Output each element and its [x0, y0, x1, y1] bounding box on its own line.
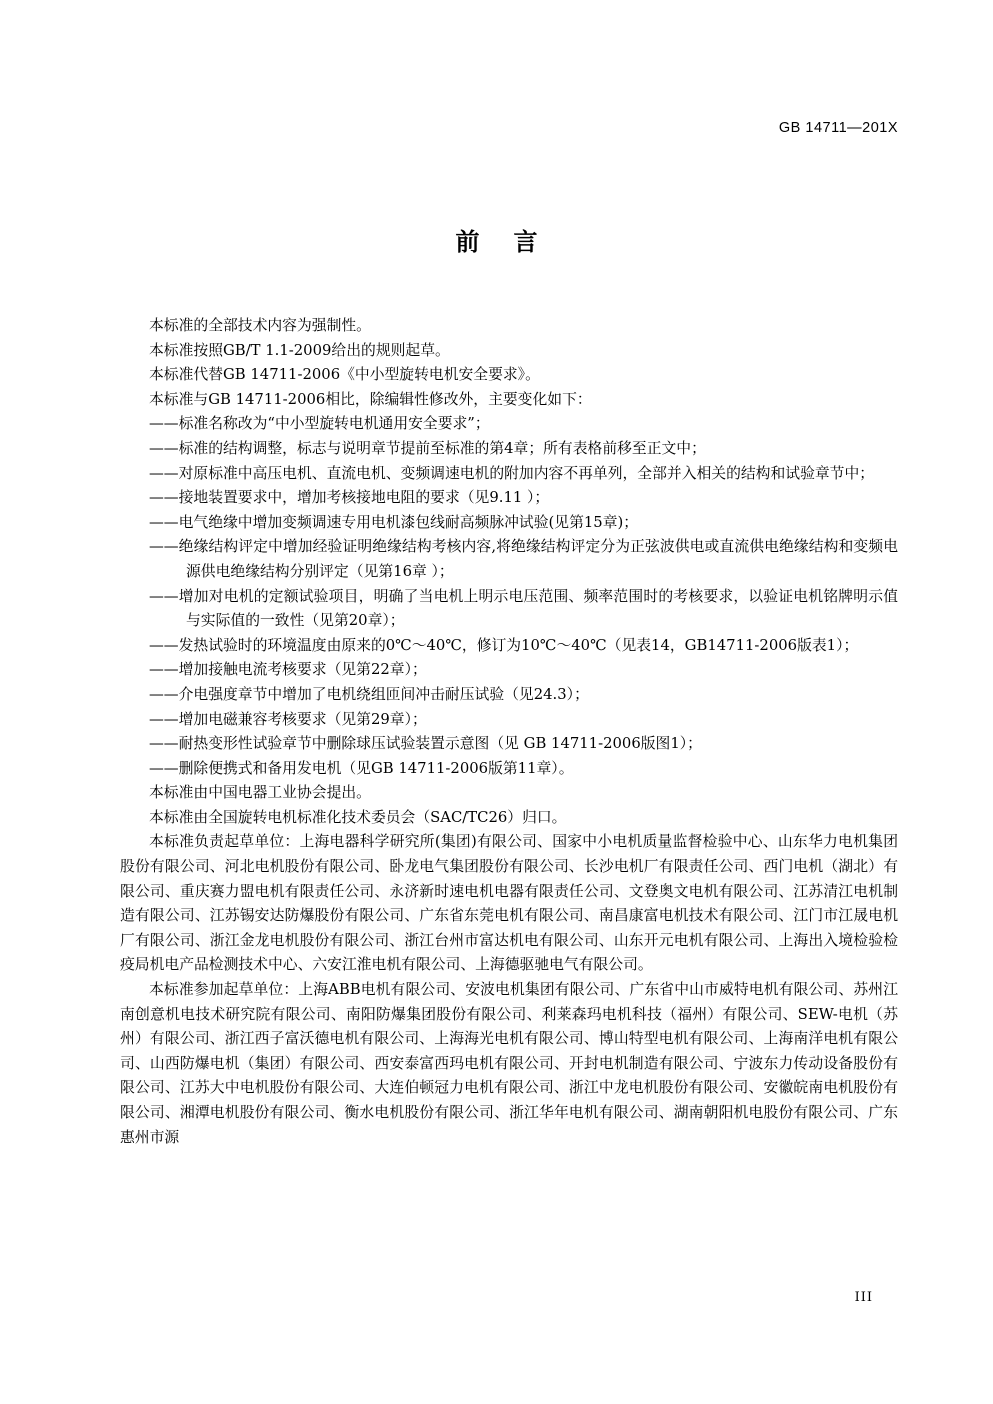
intro-paragraph: 本标准代替GB 14711-2006《中小型旋转电机安全要求》。 — [149, 366, 540, 384]
change-list-item: ——对原标准中高压电机、直流电机、变频调速电机的附加内容不再单列，全部并入相关的结构和试验章节中； — [149, 464, 875, 482]
change-list-item: ——删除便携式和备用发电机（见GB 14711-2006版第11章）。 — [149, 759, 574, 777]
document-body — [120, 314, 898, 1150]
standard-code: GB 14711—201X — [778, 120, 898, 136]
change-list-item: ——耐热变形性试验章节中删除球压试验装置示意图（见 GB 14711-2006版图1）； — [149, 735, 702, 753]
intro-paragraph: 本标准的全部技术内容为强制性。 — [149, 317, 371, 334]
drafting-units-paragraph: 本标准负责起草单位：上海电器科学研究所(集团)有限公司、国家中小电机质量监督检验中心、山东华力电机集团股份有限公司、河北电机股份有限公司、卧龙电气集团股份有限公司、长沙电机厂有限责任公司、西门电机（湖北）有限公司、重庆赛力盟电机有限责任公司、永济新时速电机电器有限责任公司、文登奥文电机有限公司、江苏清江电机制造有限公司、江苏锡安达防爆股份有限公司、广东省东莞电机有限公司、南昌康富电机技术有限公司、江门市江晟电机厂有限公司、浙江金龙电机股份有限公司、浙江台州市富达机电有限公司、山东开元电机有限公司、上海出入境检验检疫局机电产品检测技术中心、六安江淮电机有限公司、上海德驱驰电气有限公司。 — [120, 833, 898, 974]
change-list-item: ——发热试验时的环境温度由原来的0℃～40℃，修订为10℃～40℃（见表14，GB14711-2006版表1）； — [149, 636, 859, 654]
change-list-item: ——电气绝缘中增加变频调速专用电机漆包线耐高频脉冲试验(见第15章)； — [149, 513, 639, 531]
change-list-item: ——介电强度章节中增加了电机绕组匝间冲击耐压试验（见24.3）； — [149, 685, 589, 703]
change-list-item: ——增加电磁兼容考核要求（见第29章）； — [149, 710, 427, 728]
intro-paragraph: 本标准与GB 14711-2006相比，除编辑性修改外，主要变化如下： — [149, 390, 592, 408]
change-list-item: ——增加接触电流考核要求（见第22章）； — [149, 661, 427, 679]
change-list-item: ——增加对电机的定额试验项目，明确了当电机上明示电压范围、频率范围时的考核要求，以验证电机铭牌明示值与实际值的一致性（见第20章）； — [149, 587, 898, 630]
intro-paragraph: 本标准按照GB/T 1.1-2009给出的规则起草。 — [149, 341, 450, 359]
closing-paragraph: 本标准由中国电器工业协会提出。 — [149, 784, 371, 802]
participating-units-paragraph: 本标准参加起草单位：上海ABB电机有限公司、安波电机集团有限公司、广东省中山市威特电机有限公司、苏州江南创意机电技术研究院有限公司、南阳防爆集团股份有限公司、利莱森玛电机科技（福州）有限公司、SEW-电机（苏州）有限公司、浙江西子富沃德电机有限公司、上海海光电机有限公司、博山特型电机有限公司、上海南洋电机有限公司、山西防爆电机（集团）有限公司、西安泰富西玛电机有限公司、开封电机制造有限公司、宁波东力传动设备股份有限公司、江苏大中电机股份有限公司、大连伯顿冠力电机有限公司、浙江中龙电机股份有限公司、安徽皖南电机股份有限公司、湘潭电机股份有限公司、衡水电机股份有限公司、浙江华年电机有限公司、湖南朝阳机电股份有限公司、广东惠州市源 — [120, 981, 898, 1146]
change-list-item: ——接地装置要求中，增加考核接地电阻的要求（见9.11 ）； — [149, 489, 550, 507]
change-list-item: ——标准名称改为“中小型旋转电机通用安全要求”； — [149, 415, 490, 433]
closing-paragraph: 本标准由全国旋转电机标准化技术委员会（SAC/TC26）归口。 — [149, 808, 567, 826]
change-list-item: ——标准的结构调整，标志与说明章节提前至标准的第4章；所有表格前移至正文中； — [149, 439, 706, 457]
page-number: III — [854, 1290, 873, 1305]
page-title: 前言 — [455, 228, 572, 256]
change-list-item: ——绝缘结构评定中增加经验证明绝缘结构考核内容,将绝缘结构评定分为正弦波供电或直流供电绝缘结构和变频电源供电绝缘结构分别评定（见第16章 ）； — [149, 538, 898, 580]
